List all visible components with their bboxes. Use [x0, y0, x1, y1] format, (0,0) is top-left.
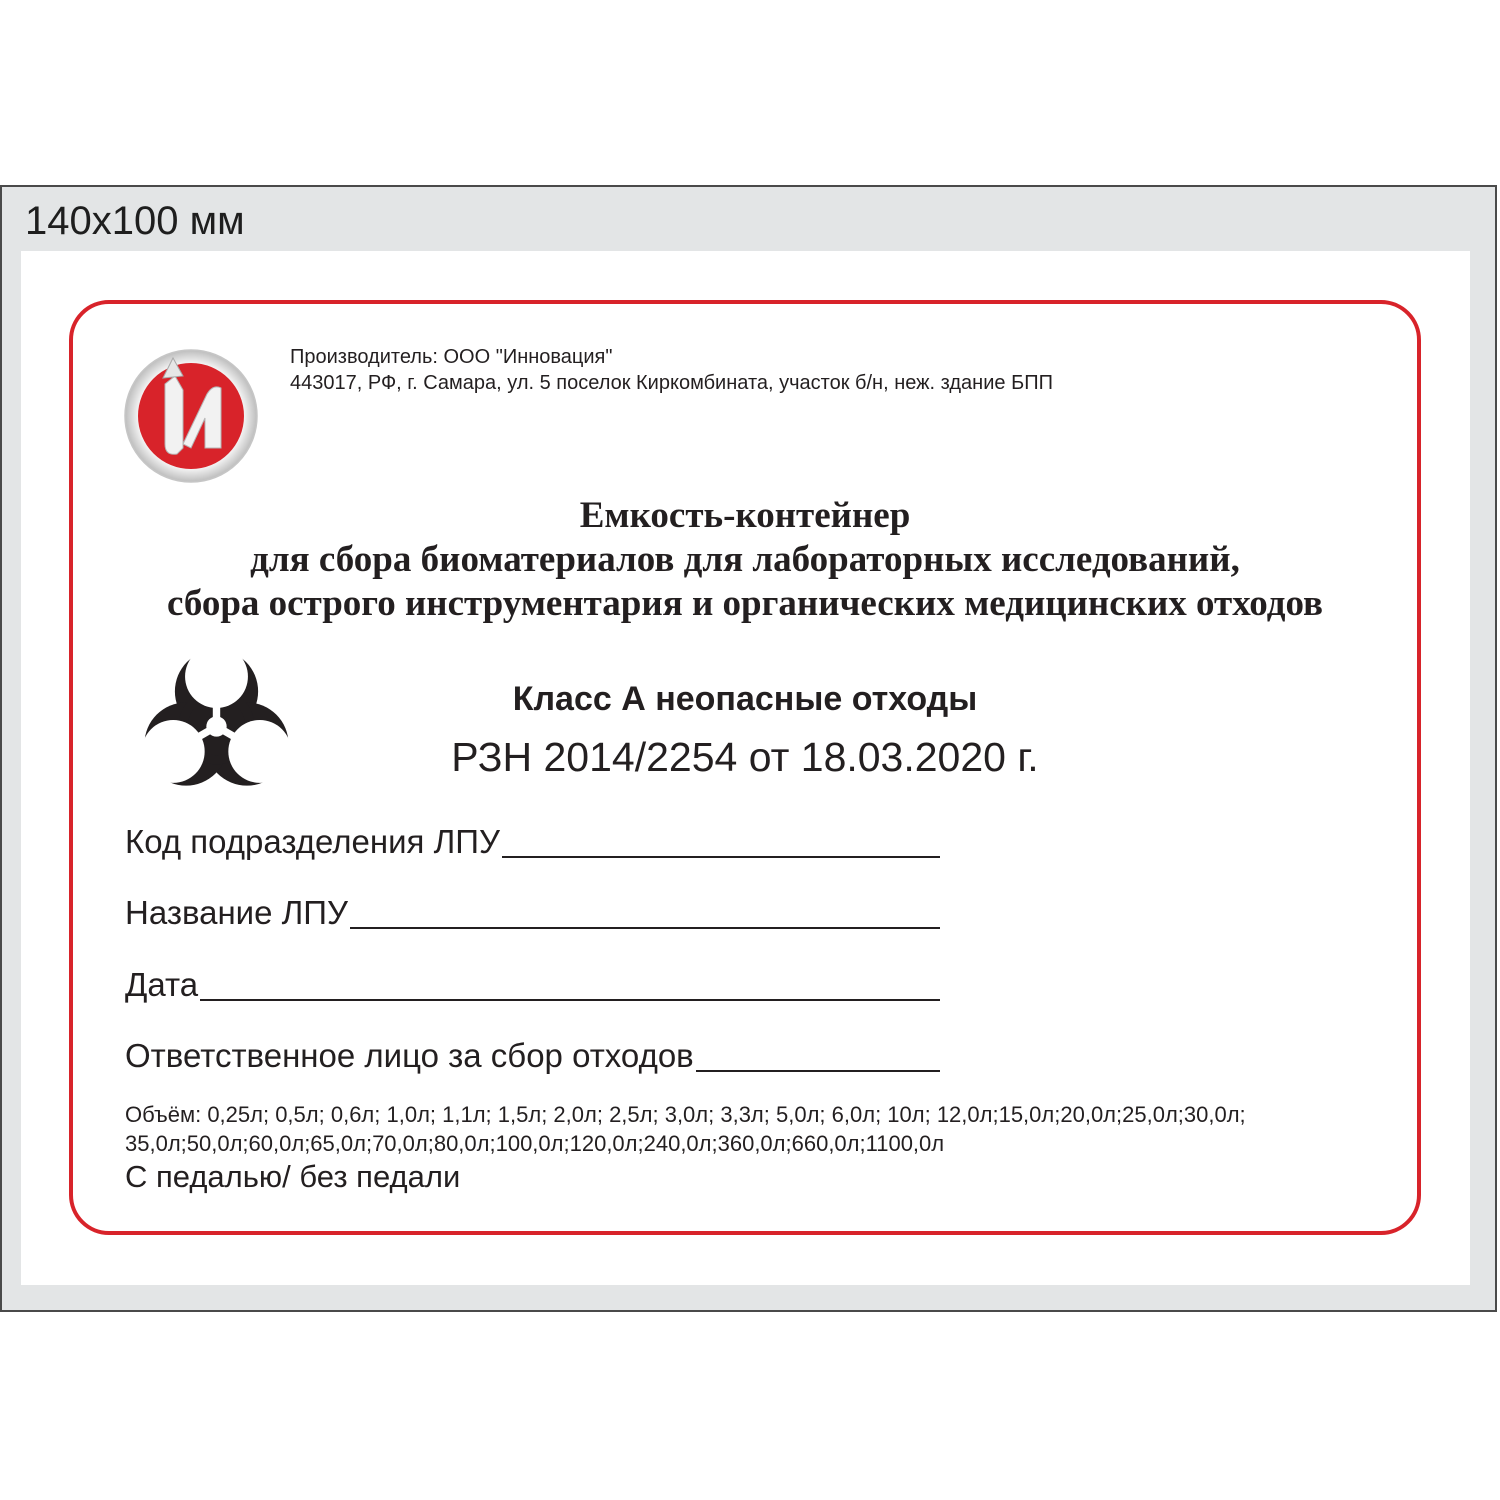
producer-address: 443017, РФ, г. Самара, ул. 5 поселок Киркомбината, участок б/н, неж. здание БПП	[290, 372, 1053, 394]
lpu-name-label: Название ЛПУ	[125, 894, 348, 931]
producer-name: Производитель: ООО "Инновация"	[290, 346, 613, 368]
innovation-logo-icon	[123, 348, 259, 484]
lpu-name-field	[125, 889, 940, 933]
heading-line-1: Емкость-контейнер	[579, 495, 911, 536]
heading-line-3: сбора острого инструментария и органических медицинских отходов	[166, 583, 1324, 624]
lpu-name-blank	[350, 927, 940, 929]
biohazard-icon	[124, 634, 309, 806]
date-blank	[200, 999, 940, 1001]
pedal-option: С педалью/ без педали	[125, 1159, 461, 1194]
division-code-field	[125, 818, 940, 862]
division-code-blank	[502, 856, 940, 858]
responsible-field	[125, 1032, 940, 1076]
date-label: Дата	[125, 966, 199, 1003]
size-label: 140x100 мм	[25, 199, 245, 243]
division-code-label: Код подразделения ЛПУ	[125, 823, 500, 860]
producer-info	[290, 344, 1053, 396]
responsible-label: Ответственное лицо за сбор отходов	[125, 1037, 694, 1074]
registration-number: РЗН 2014/2254 от 18.03.2020 г.	[451, 734, 1039, 780]
date-field	[125, 961, 940, 1005]
volumes-line-2: 35,0л;50,0л;60,0л;65,0л;70,0л;80,0л;100,0л;120,0л;240,0л;360,0л;660,0л;1100,0л	[125, 1131, 945, 1156]
volumes-list	[125, 1100, 1395, 1158]
waste-class-title: Класс А неопасные отходы	[512, 680, 978, 718]
heading-line-2: для сбора биоматериалов для лабораторных исследований,	[250, 539, 1240, 580]
responsible-blank	[696, 1070, 940, 1072]
volumes-line-1: Объём: 0,25л; 0,5л; 0,6л; 1,0л; 1,1л; 1,5л; 2,0л; 2,5л; 3,0л; 3,3л; 5,0л; 6,0л; 10л; 12,0л;15,0л;20,0л;25,0л;30,0л;	[125, 1102, 1246, 1127]
